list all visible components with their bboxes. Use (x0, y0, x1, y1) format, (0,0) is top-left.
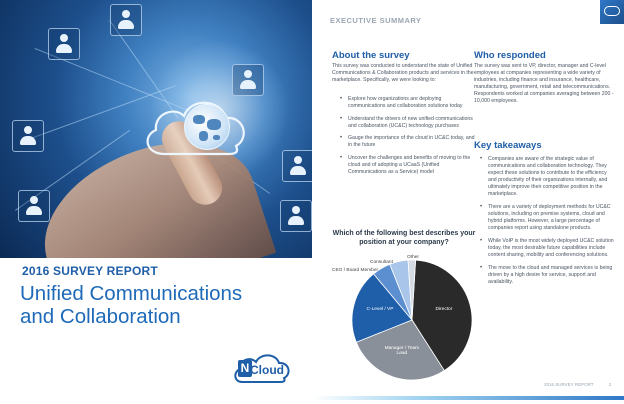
cloud-icon (136, 88, 256, 168)
list-item: • Uncover the challenges and benefits of moving to the cloud and of adopting a UCaaS (Unified Communications as a Service) model (338, 155, 478, 176)
pie-label: CEO / Board Member (332, 268, 379, 273)
chart-question: Which of the following best describes your position at your company? (332, 230, 476, 246)
executive-summary-page (312, 0, 624, 404)
about-intro: This survey was conducted to understand the state of Unified Communications & Collaboration products and services in the marketplace. Specifically, we were looking to: (332, 63, 474, 84)
about-list (338, 96, 478, 182)
pie-label: C-Level / VP (366, 306, 394, 312)
pie-label: Manager / Team Lead (384, 346, 420, 357)
corner-cloud-badge (600, 0, 624, 24)
pie-label: Consultant (370, 260, 393, 265)
takeaways-list (478, 156, 614, 292)
list-item: • Understand the drivers of new unified communications and collaboration (UC&C) technology purchases (338, 116, 478, 130)
report-title-line2: and Collaboration (20, 305, 181, 328)
list-item: • While VoIP is the most widely deployed UC&C solution today, the most desirable future capabilities include content sharing, mobility and conferencing solutions. (478, 238, 614, 259)
about-heading: About the survey (332, 50, 410, 61)
page-footer (544, 382, 611, 387)
list-item: • Explore how organizations are deploying communications and collaboration solutions today (338, 96, 478, 110)
list-item: • Gauge the importance of the cloud in UC&C today, and in the future (338, 135, 478, 149)
person-icon (48, 28, 80, 60)
who-text: The survey was sent to VP, director, manager and C-level employees at companies representing a wide variety of industries, including finance and insurance, healthcare, manufacturing, government, retail and telecommunications. Respondents worked at companies averaging between 200 - 10,000 employees. (474, 63, 614, 105)
globe-icon (184, 104, 230, 150)
person-icon (282, 150, 312, 182)
report-label: 2016 SURVEY REPORT (22, 264, 158, 278)
ncloud-logo (232, 352, 292, 386)
report-title-line1: Unified Communications (20, 282, 243, 305)
position-pie-chart (350, 258, 474, 382)
pie-label: Director (435, 306, 453, 312)
list-item: • There are a variety of deployment methods for UC&C solutions, including on premise systems, cloud and hybrid platforms. However, a large percentage of companies report using standalone products. (478, 204, 614, 232)
list-item: • Companies are aware of the strategic value of communications and collaboration technology. They expect these solutions to contribute to the efficiency and productivity of their organizations internally, and ultimately improve their competitive position in the marketplace. (478, 156, 614, 199)
logo-text: Cloud (250, 363, 284, 377)
page-number: 2 (608, 382, 612, 387)
footer-bar (312, 396, 624, 400)
report-title (20, 282, 300, 328)
person-icon (110, 4, 142, 36)
person-icon (12, 120, 44, 152)
pie-label: Other (407, 255, 419, 260)
hero-image (0, 0, 312, 258)
person-icon (18, 190, 50, 222)
who-heading: Who responded (474, 50, 546, 61)
takeaways-heading: Key takeaways (474, 140, 542, 151)
list-item: • The move to the cloud and managed services is being driven by a high desire for service, support and availability. (478, 265, 614, 286)
logo-mark: N (238, 360, 252, 377)
footer-label: 2016 SURVEY REPORT (544, 382, 594, 387)
person-icon (280, 200, 312, 232)
section-label: EXECUTIVE SUMMARY (330, 16, 422, 25)
